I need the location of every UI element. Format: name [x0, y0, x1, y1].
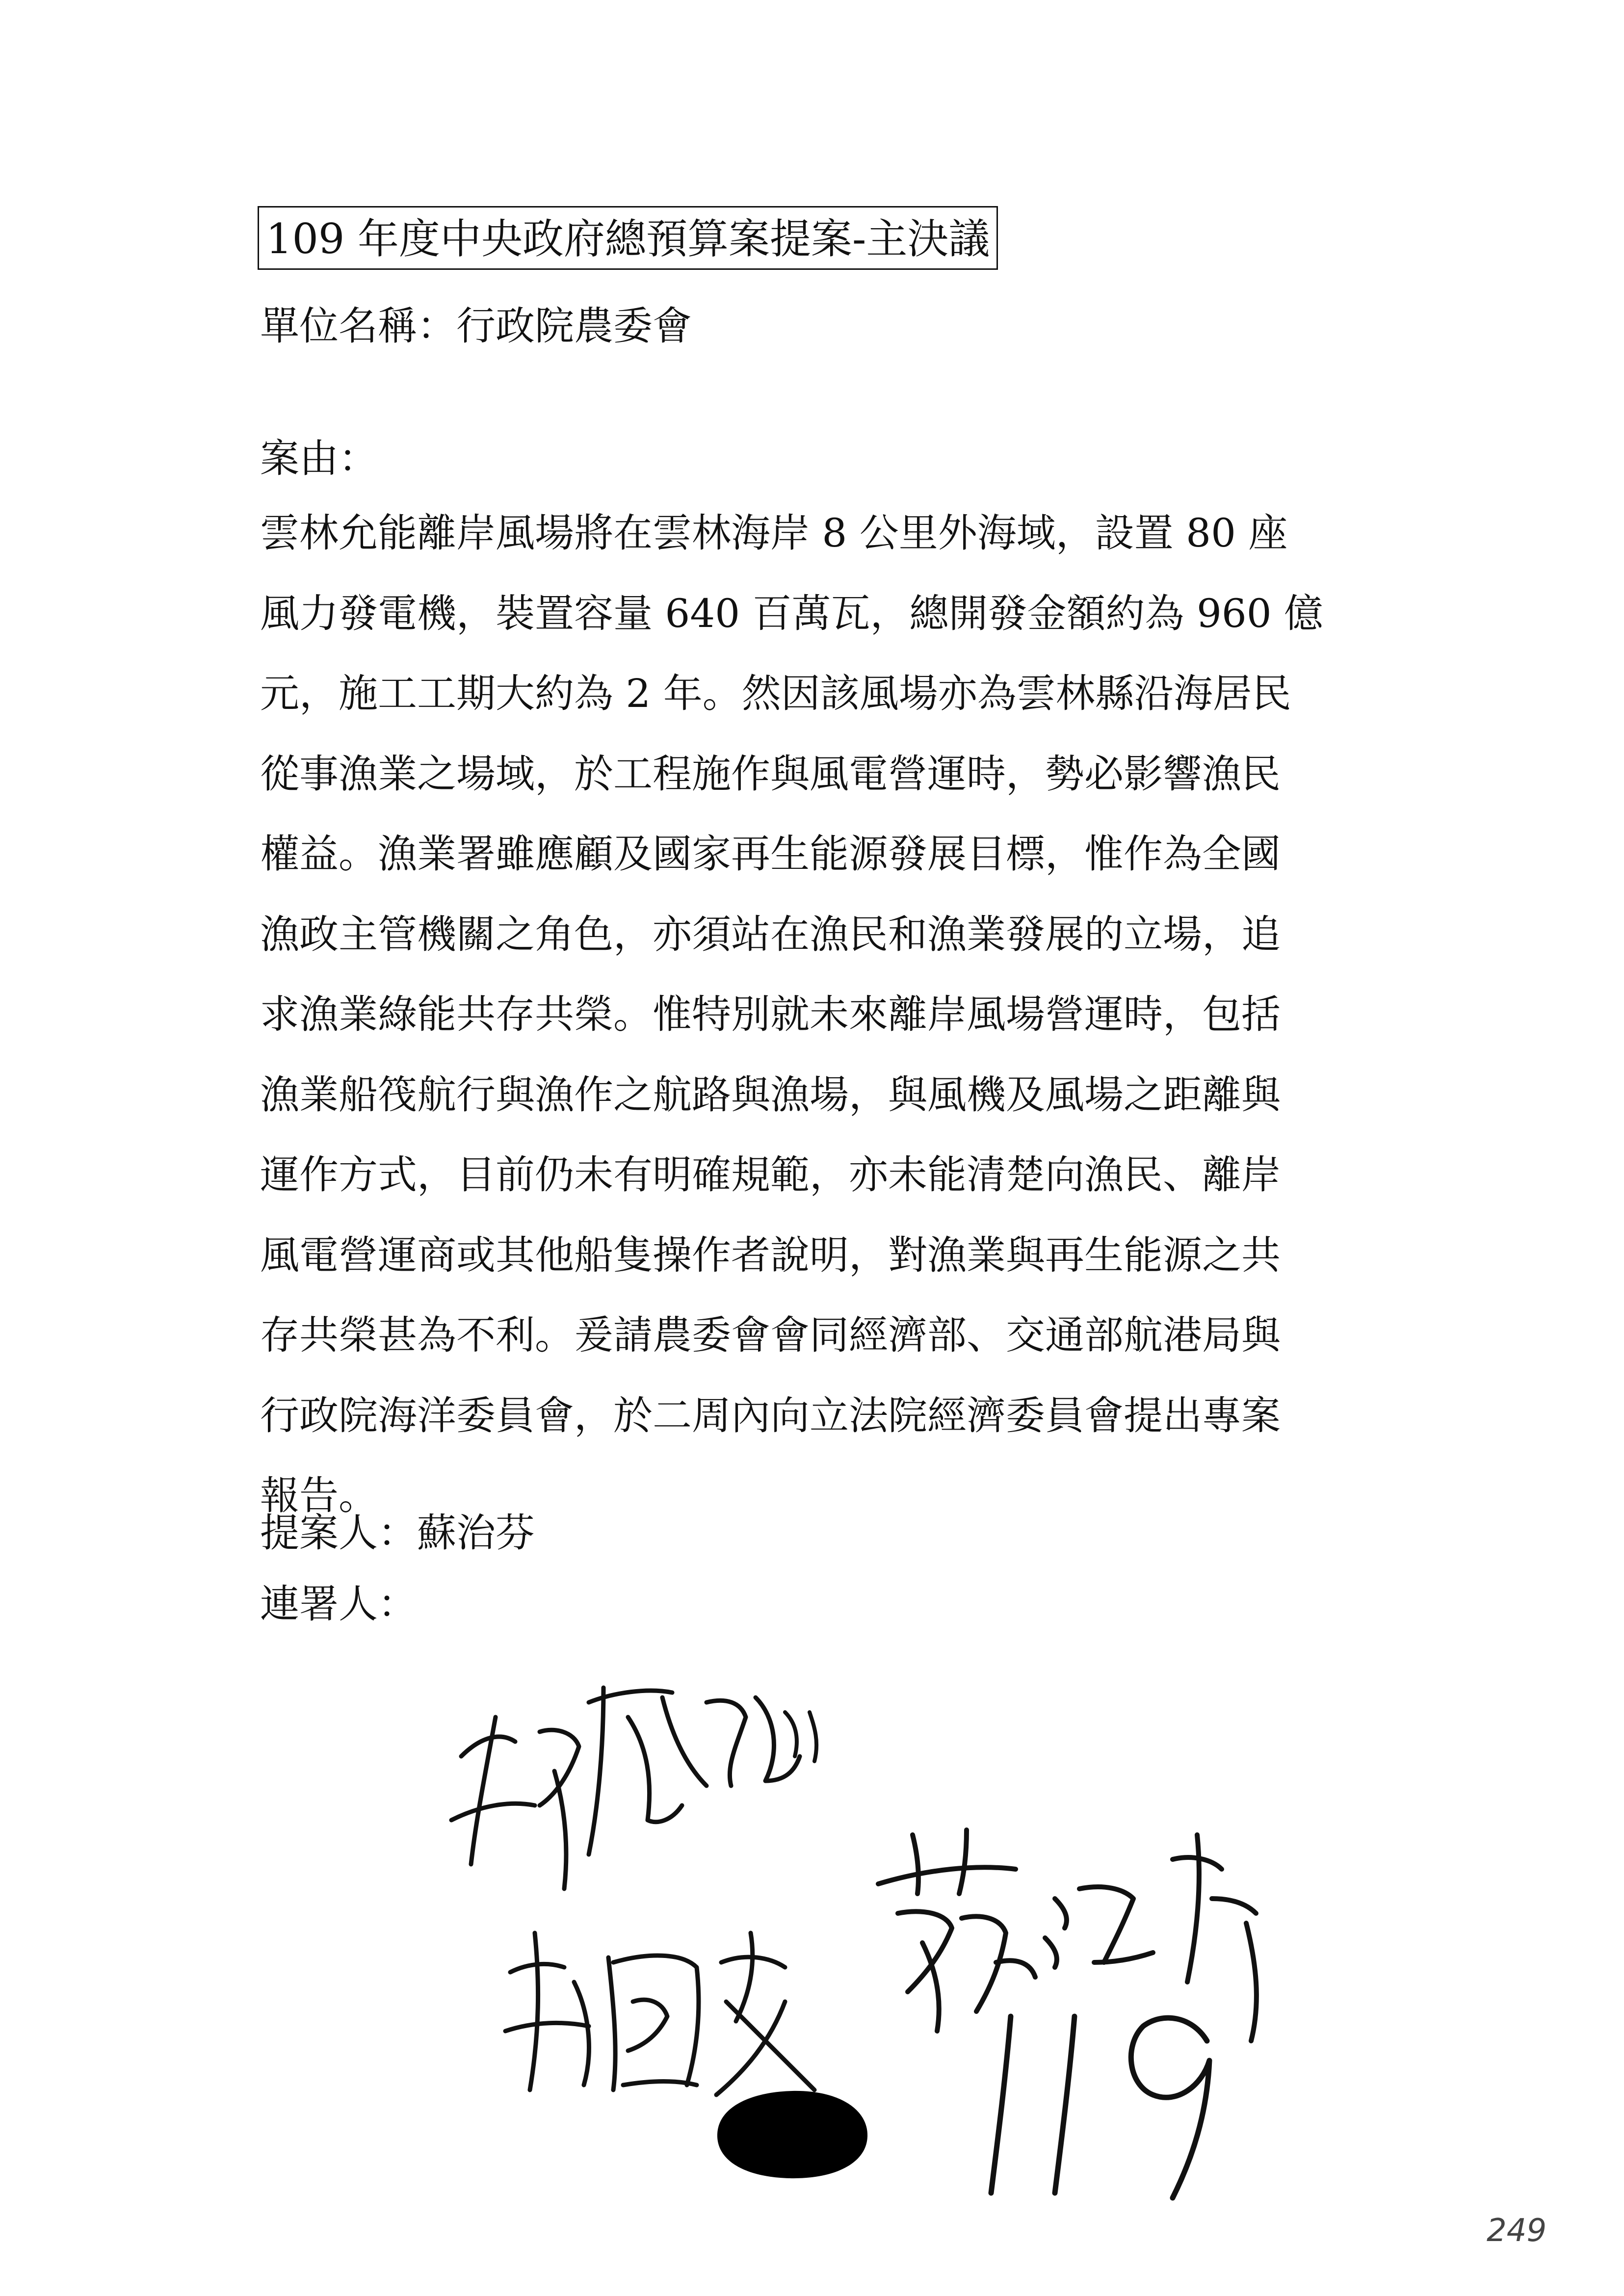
reason-line: 權益。漁業署雖應顧及國家再生能源發展目標，惟作為全國 — [260, 831, 1281, 877]
reason-line: 存共榮甚為不利。爰請農委會會同經濟部、交通部航港局與 — [260, 1312, 1281, 1358]
proposer-line: 提案人：蘇治芬 — [260, 1510, 535, 1556]
unit-name: 單位名稱：行政院農委會 — [260, 303, 692, 349]
reason-heading: 案由： — [260, 436, 378, 481]
reason-line: 從事漁業之場域，於工程施作與風電營運時，勢必影響漁民 — [260, 751, 1281, 797]
reason-line: 報告。 — [260, 1473, 378, 1518]
reason-line: 雲林允能離岸風場將在雲林海岸 8 公里外海域，設置 80 座 — [260, 510, 1288, 556]
document-title: 109 年度中央政府總預算案提案-主決議 — [258, 206, 998, 270]
page-number: 249 — [1487, 2213, 1547, 2249]
reason-line: 行政院海洋委員會，於二周內向立法院經濟委員會提出專案 — [260, 1392, 1281, 1438]
circled-number-124 — [711, 2085, 873, 2183]
reason-line: 元，施工工期大約為 2 年。然因該風場亦為雲林縣沿海居民 — [260, 671, 1291, 716]
handwritten-number-119 — [976, 1987, 1251, 2208]
reason-paragraph — [260, 493, 1398, 1536]
reason-line: 風力發電機，裝置容量 640 百萬瓦，總開發金額約為 960 億 — [260, 590, 1324, 636]
reason-line: 漁業船筏航行與漁作之航路與漁場，與風機及風場之距離與 — [260, 1071, 1281, 1118]
reason-line: 運作方式，目前仍未有明確規範，亦未能清楚向漁民、離岸 — [260, 1152, 1281, 1198]
reason-line: 求漁業綠能共存共榮。惟特別就未來離岸風場營運時，包括 — [260, 991, 1281, 1037]
handwritten-signature-1 — [442, 1658, 844, 1894]
handwritten-signature-2 — [491, 1904, 834, 2110]
reason-line: 風電營運商或其他船隻操作者說明，對漁業與再生能源之共 — [260, 1232, 1281, 1278]
cosigner-label: 連署人： — [260, 1581, 417, 1627]
reason-line: 漁政主管機關之角色，亦須站在漁民和漁業發展的立場，追 — [260, 911, 1281, 957]
